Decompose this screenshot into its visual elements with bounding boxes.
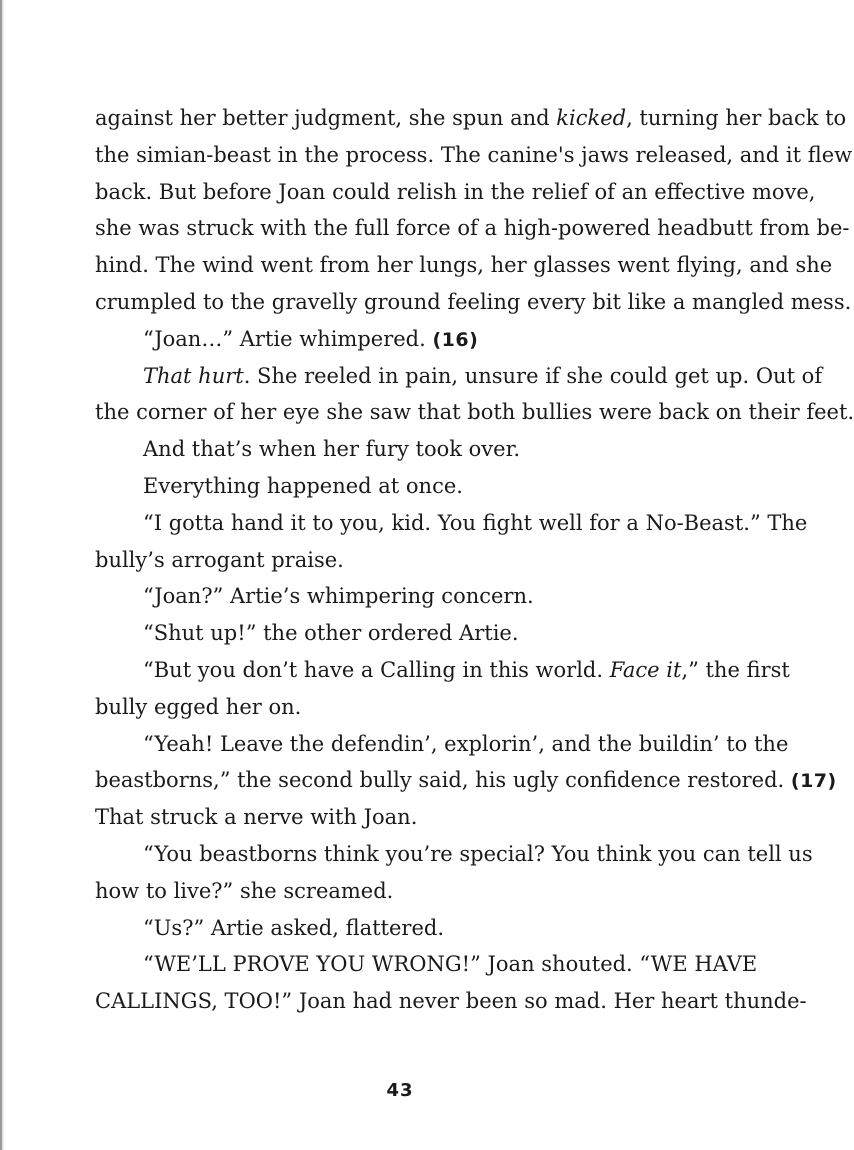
- text-segment: CALLINGS, TOO!” Joan had never been so mad. Her heart thunde-: [95, 989, 807, 1014]
- text-line: [95, 284, 852, 321]
- text-line: [95, 689, 709, 726]
- text-segment: bully egged her on.: [95, 694, 302, 719]
- text-segment: “But you don’t have a Calling in this world.: [143, 657, 610, 682]
- text-segment: “Shut up!” the other ordered Artie.: [143, 621, 519, 646]
- text-line: [95, 873, 709, 910]
- text-line: [95, 321, 709, 358]
- text-segment: beastborns,” the second bully said, his ugly confidence restored.: [95, 768, 791, 793]
- text-segment: bully’s arrogant praise.: [95, 547, 344, 572]
- text-line: [95, 578, 709, 615]
- text-line: [95, 100, 847, 137]
- text-line: [95, 836, 813, 873]
- text-segment: “WE’LL PROVE YOU WRONG!” Joan shouted. “WE HAVE: [143, 952, 758, 977]
- text-line: [95, 652, 790, 689]
- italic-text: kicked: [556, 106, 627, 130]
- text-segment: hind. The wind went from her lungs, her glasses went flying, and she: [95, 253, 833, 278]
- italic-text: Face it: [609, 657, 682, 682]
- text-segment: against her better judgment, she spun and: [95, 106, 557, 130]
- text-segment: . She reeled in pain, unsure if she could get up. Out of: [243, 363, 823, 388]
- text-line: [95, 431, 709, 468]
- text-segment: she was struck with the full force of a high-powered headbutt from be-: [95, 216, 850, 241]
- text-segment: back. But before Joan could relish in the relief of an effective move,: [95, 179, 816, 204]
- text-line: [95, 210, 850, 247]
- text-segment: “Joan?” Artie’s whimpering concern.: [143, 584, 534, 609]
- body-text: [95, 100, 854, 1020]
- story-marker: (17): [790, 770, 837, 793]
- text-line: [95, 615, 709, 652]
- text-line: [95, 247, 833, 284]
- text-segment: crumpled to the gravelly ground feeling every bit like a mangled mess.: [95, 289, 852, 314]
- text-segment: “You beastborns think you’re special? You think you can tell us: [143, 841, 813, 866]
- text-line: [95, 983, 807, 1020]
- page-edge-shadow: [2, 0, 5, 1150]
- text-line: [95, 910, 709, 947]
- italic-text: That hurt: [143, 363, 244, 388]
- text-line: [95, 468, 709, 505]
- text-segment: , turning her back to: [626, 106, 847, 130]
- text-line: [95, 542, 709, 579]
- page-number: 43: [386, 1080, 414, 1101]
- text-line: [95, 762, 837, 799]
- text-segment: And that’s when her fury took over.: [143, 437, 520, 462]
- text-line: [95, 137, 853, 174]
- text-segment: That struck a nerve with Joan.: [95, 805, 418, 830]
- text-line: [95, 394, 854, 431]
- text-segment: “Yeah! Leave the defendin’, explorin’, and the buildin’ to the: [143, 731, 789, 756]
- text-segment: how to live?” she screamed.: [95, 878, 394, 903]
- story-marker: (16): [432, 328, 479, 351]
- text-segment: “I gotta hand it to you, kid. You fight well for a No-Beast.” The: [143, 510, 808, 535]
- text-line: [95, 946, 758, 983]
- text-segment: the simian-beast in the process. The canine's jaws released, and it flew: [95, 142, 853, 167]
- text-line: [95, 174, 816, 211]
- text-segment: “Joan…” Artie whimpered.: [143, 326, 433, 351]
- text-line: [95, 726, 789, 763]
- text-segment: “Us?” Artie asked, flattered.: [143, 915, 445, 940]
- text-line: [95, 505, 808, 542]
- text-segment: ,” the first: [681, 657, 790, 682]
- text-segment: Everything happened at once.: [143, 473, 463, 498]
- text-line: [95, 799, 709, 836]
- text-segment: the corner of her eye she saw that both bullies were back on their feet.: [95, 400, 854, 425]
- text-line: [95, 358, 823, 395]
